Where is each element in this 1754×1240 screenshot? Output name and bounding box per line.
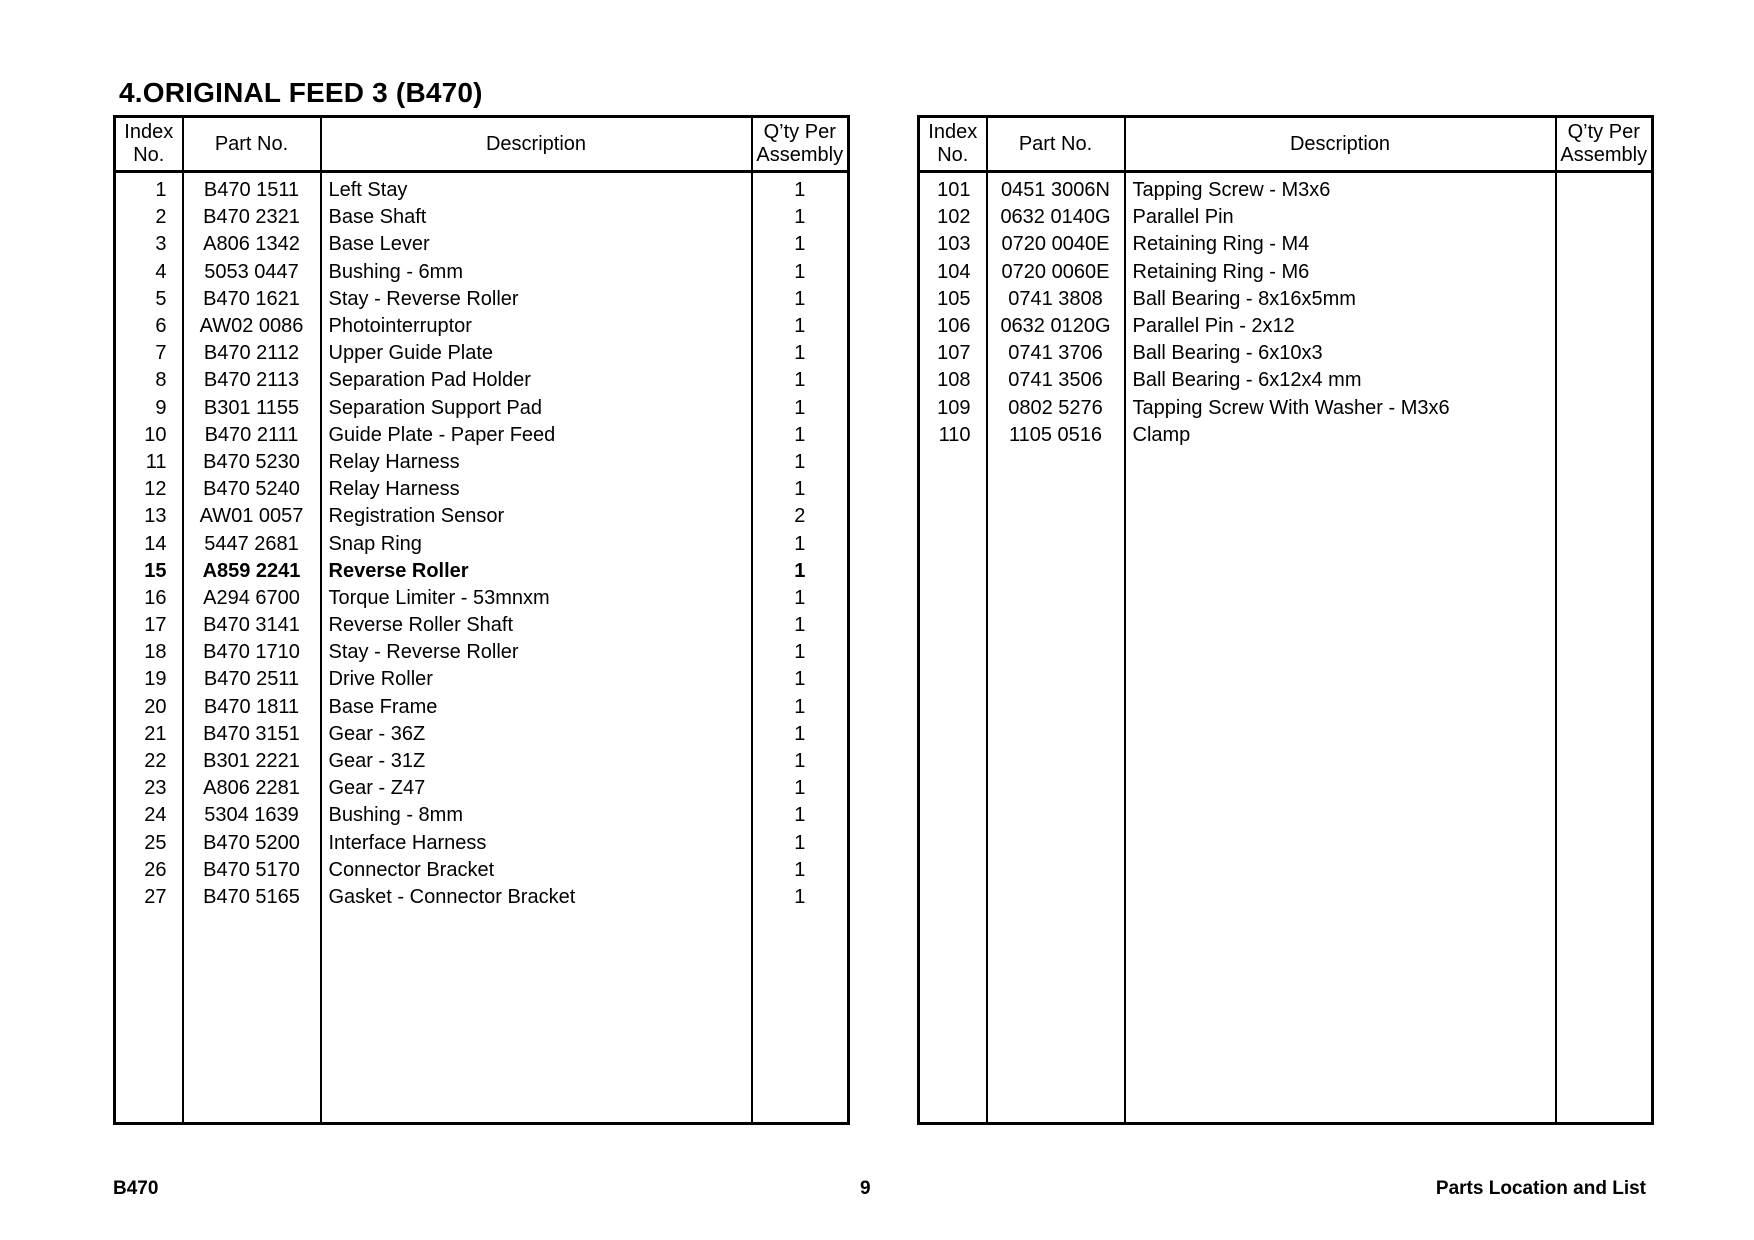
part-no-cell: 0741 3706 [987, 340, 1125, 367]
column-header-description: Description [1125, 117, 1556, 172]
index-cell: 26 [115, 857, 183, 884]
table-row [115, 721, 849, 748]
description-cell: Relay Harness [321, 476, 752, 503]
part-no-cell: A859 2241 [183, 558, 321, 585]
empty-cell [752, 911, 849, 1123]
table-row [115, 259, 849, 286]
qty-cell [1556, 340, 1653, 367]
part-no-cell: 0741 3506 [987, 367, 1125, 394]
table-row [115, 748, 849, 775]
column-header-part-no: Part No. [183, 117, 321, 172]
part-no-cell: 0802 5276 [987, 395, 1125, 422]
qty-cell: 1 [752, 721, 849, 748]
description-cell: Clamp [1125, 422, 1556, 449]
qty-cell [1556, 259, 1653, 286]
index-cell: 105 [919, 286, 987, 313]
qty-cell: 1 [752, 694, 849, 721]
index-cell: 11 [115, 449, 183, 476]
qty-cell: 1 [752, 558, 849, 585]
index-cell: 106 [919, 313, 987, 340]
part-no-cell: B470 5230 [183, 449, 321, 476]
qty-cell: 1 [752, 585, 849, 612]
description-cell: Gear - 31Z [321, 748, 752, 775]
qty-cell: 1 [752, 172, 849, 205]
part-no-cell: A806 2281 [183, 775, 321, 802]
table-row [919, 286, 1653, 313]
empty-cell [183, 911, 321, 1123]
table-row [115, 830, 849, 857]
description-cell: Tapping Screw - M3x6 [1125, 172, 1556, 205]
table-row [115, 585, 849, 612]
index-cell: 14 [115, 530, 183, 557]
qty-cell: 1 [752, 775, 849, 802]
index-cell: 9 [115, 395, 183, 422]
index-cell: 17 [115, 612, 183, 639]
description-cell: Parallel Pin - 2x12 [1125, 313, 1556, 340]
description-cell: Base Shaft [321, 204, 752, 231]
index-cell: 20 [115, 694, 183, 721]
table-row [919, 367, 1653, 394]
table-filler-row [115, 911, 849, 1123]
table-header-row [115, 117, 849, 172]
part-no-cell: B470 5170 [183, 857, 321, 884]
description-cell: Bushing - 6mm [321, 259, 752, 286]
part-no-cell: B470 2111 [183, 422, 321, 449]
parts-table-right-body [919, 172, 1653, 1124]
description-cell: Stay - Reverse Roller [321, 639, 752, 666]
qty-cell: 1 [752, 612, 849, 639]
column-header-index: Index No. [115, 117, 183, 172]
index-cell: 2 [115, 204, 183, 231]
part-no-cell: 0632 0120G [987, 313, 1125, 340]
footer-page-number: 9 [860, 1178, 871, 1199]
description-cell: Stay - Reverse Roller [321, 286, 752, 313]
qty-cell: 1 [752, 340, 849, 367]
table-row [919, 231, 1653, 258]
qty-cell: 1 [752, 748, 849, 775]
description-cell: Torque Limiter - 53mnxm [321, 585, 752, 612]
index-cell: 4 [115, 259, 183, 286]
table-row [919, 395, 1653, 422]
description-cell: Reverse Roller [321, 558, 752, 585]
description-cell: Guide Plate - Paper Feed [321, 422, 752, 449]
qty-cell: 1 [752, 204, 849, 231]
table-row [115, 172, 849, 205]
index-cell: 107 [919, 340, 987, 367]
part-no-cell: 0632 0140G [987, 204, 1125, 231]
table-row [115, 530, 849, 557]
empty-cell [1125, 449, 1556, 1124]
table-row [115, 395, 849, 422]
description-cell: Connector Bracket [321, 857, 752, 884]
description-cell: Gear - Z47 [321, 775, 752, 802]
index-cell: 16 [115, 585, 183, 612]
part-no-cell: 5304 1639 [183, 802, 321, 829]
part-no-cell: B470 2113 [183, 367, 321, 394]
qty-cell: 1 [752, 313, 849, 340]
empty-cell [919, 449, 987, 1124]
part-no-cell: B470 1710 [183, 639, 321, 666]
part-no-cell: B470 3141 [183, 612, 321, 639]
qty-cell: 1 [752, 367, 849, 394]
description-cell: Base Lever [321, 231, 752, 258]
qty-cell: 1 [752, 666, 849, 693]
index-cell: 12 [115, 476, 183, 503]
part-no-cell: B470 2112 [183, 340, 321, 367]
description-cell: Ball Bearing - 8x16x5mm [1125, 286, 1556, 313]
parts-table-left-body [115, 172, 849, 1124]
qty-cell [1556, 286, 1653, 313]
index-cell: 7 [115, 340, 183, 367]
part-no-cell: B470 2511 [183, 666, 321, 693]
table-row [919, 313, 1653, 340]
part-no-cell: B470 5240 [183, 476, 321, 503]
qty-cell: 1 [752, 530, 849, 557]
index-cell: 6 [115, 313, 183, 340]
qty-cell [1556, 172, 1653, 205]
table-row [919, 422, 1653, 449]
part-no-cell: B470 5165 [183, 884, 321, 911]
empty-cell [115, 911, 183, 1123]
part-no-cell: A294 6700 [183, 585, 321, 612]
index-cell: 27 [115, 884, 183, 911]
index-cell: 13 [115, 503, 183, 530]
description-cell: Separation Support Pad [321, 395, 752, 422]
description-cell: Separation Pad Holder [321, 367, 752, 394]
qty-cell [1556, 204, 1653, 231]
footer-model: B470 [113, 1178, 159, 1199]
description-cell: Snap Ring [321, 530, 752, 557]
qty-cell: 1 [752, 422, 849, 449]
table-row [115, 775, 849, 802]
part-no-cell: AW01 0057 [183, 503, 321, 530]
column-header-description: Description [321, 117, 752, 172]
index-cell: 110 [919, 422, 987, 449]
description-cell: Retaining Ring - M6 [1125, 259, 1556, 286]
table-row [115, 558, 849, 585]
description-cell: Photointerruptor [321, 313, 752, 340]
description-cell: Relay Harness [321, 449, 752, 476]
part-no-cell: B470 3151 [183, 721, 321, 748]
part-no-cell: B301 2221 [183, 748, 321, 775]
qty-cell: 1 [752, 857, 849, 884]
index-cell: 23 [115, 775, 183, 802]
table-row [115, 231, 849, 258]
description-cell: Upper Guide Plate [321, 340, 752, 367]
table-row [115, 204, 849, 231]
qty-cell: 1 [752, 884, 849, 911]
part-no-cell: B470 1811 [183, 694, 321, 721]
index-cell: 5 [115, 286, 183, 313]
description-cell: Ball Bearing - 6x12x4 mm [1125, 367, 1556, 394]
table-row [115, 639, 849, 666]
table-row [115, 503, 849, 530]
parts-table-right [917, 115, 1654, 1125]
description-cell: Bushing - 8mm [321, 802, 752, 829]
index-cell: 102 [919, 204, 987, 231]
part-no-cell: AW02 0086 [183, 313, 321, 340]
table-row [115, 666, 849, 693]
page-title: 4.ORIGINAL FEED 3 (B470) [119, 77, 483, 108]
index-cell: 22 [115, 748, 183, 775]
description-cell: Tapping Screw With Washer - M3x6 [1125, 395, 1556, 422]
qty-cell: 1 [752, 395, 849, 422]
table-row [115, 612, 849, 639]
part-no-cell: 1105 0516 [987, 422, 1125, 449]
table-header-row [919, 117, 1653, 172]
part-no-cell: A806 1342 [183, 231, 321, 258]
qty-cell [1556, 231, 1653, 258]
index-cell: 18 [115, 639, 183, 666]
description-cell: Parallel Pin [1125, 204, 1556, 231]
index-cell: 3 [115, 231, 183, 258]
table-row [919, 340, 1653, 367]
index-cell: 19 [115, 666, 183, 693]
table-row [115, 802, 849, 829]
table-row [115, 340, 849, 367]
qty-cell [1556, 422, 1653, 449]
index-cell: 104 [919, 259, 987, 286]
part-no-cell: B470 1511 [183, 172, 321, 205]
table-row [115, 367, 849, 394]
index-cell: 25 [115, 830, 183, 857]
empty-cell [321, 911, 752, 1123]
parts-table-left [113, 115, 850, 1125]
part-no-cell: 5447 2681 [183, 530, 321, 557]
part-no-cell: B470 2321 [183, 204, 321, 231]
column-header-qty: Q’ty Per Assembly [752, 117, 849, 172]
table-row [115, 286, 849, 313]
index-cell: 21 [115, 721, 183, 748]
qty-cell: 1 [752, 259, 849, 286]
index-cell: 24 [115, 802, 183, 829]
table-row [919, 172, 1653, 205]
part-no-cell: B470 5200 [183, 830, 321, 857]
qty-cell [1556, 313, 1653, 340]
qty-cell: 1 [752, 802, 849, 829]
description-cell: Left Stay [321, 172, 752, 205]
index-cell: 101 [919, 172, 987, 205]
table-row [115, 449, 849, 476]
qty-cell: 1 [752, 830, 849, 857]
column-header-index: Index No. [919, 117, 987, 172]
qty-cell [1556, 367, 1653, 394]
description-cell: Interface Harness [321, 830, 752, 857]
index-cell: 8 [115, 367, 183, 394]
index-cell: 10 [115, 422, 183, 449]
part-no-cell: 0451 3006N [987, 172, 1125, 205]
part-no-cell: 0741 3808 [987, 286, 1125, 313]
index-cell: 103 [919, 231, 987, 258]
qty-cell: 1 [752, 476, 849, 503]
empty-cell [987, 449, 1125, 1124]
description-cell: Gasket - Connector Bracket [321, 884, 752, 911]
column-header-part-no: Part No. [987, 117, 1125, 172]
description-cell: Base Frame [321, 694, 752, 721]
footer-section-title: Parts Location and List [1435, 1178, 1646, 1199]
description-cell: Gear - 36Z [321, 721, 752, 748]
table-row [919, 259, 1653, 286]
part-no-cell: 0720 0060E [987, 259, 1125, 286]
qty-cell: 1 [752, 286, 849, 313]
description-cell: Retaining Ring - M4 [1125, 231, 1556, 258]
qty-cell: 2 [752, 503, 849, 530]
index-cell: 108 [919, 367, 987, 394]
part-no-cell: B301 1155 [183, 395, 321, 422]
description-cell: Reverse Roller Shaft [321, 612, 752, 639]
qty-cell [1556, 395, 1653, 422]
empty-cell [1556, 449, 1653, 1124]
table-row [115, 884, 849, 911]
qty-cell: 1 [752, 639, 849, 666]
part-no-cell: B470 1621 [183, 286, 321, 313]
index-cell: 15 [115, 558, 183, 585]
column-header-qty: Q’ty Per Assembly [1556, 117, 1653, 172]
index-cell: 1 [115, 172, 183, 205]
table-row [115, 694, 849, 721]
description-cell: Ball Bearing - 6x10x3 [1125, 340, 1556, 367]
part-no-cell: 0720 0040E [987, 231, 1125, 258]
table-row [115, 313, 849, 340]
qty-cell: 1 [752, 231, 849, 258]
table-row [115, 476, 849, 503]
table-row [115, 857, 849, 884]
description-cell: Drive Roller [321, 666, 752, 693]
description-cell: Registration Sensor [321, 503, 752, 530]
table-row [115, 422, 849, 449]
index-cell: 109 [919, 395, 987, 422]
table-filler-row [919, 449, 1653, 1124]
table-row [919, 204, 1653, 231]
qty-cell: 1 [752, 449, 849, 476]
part-no-cell: 5053 0447 [183, 259, 321, 286]
